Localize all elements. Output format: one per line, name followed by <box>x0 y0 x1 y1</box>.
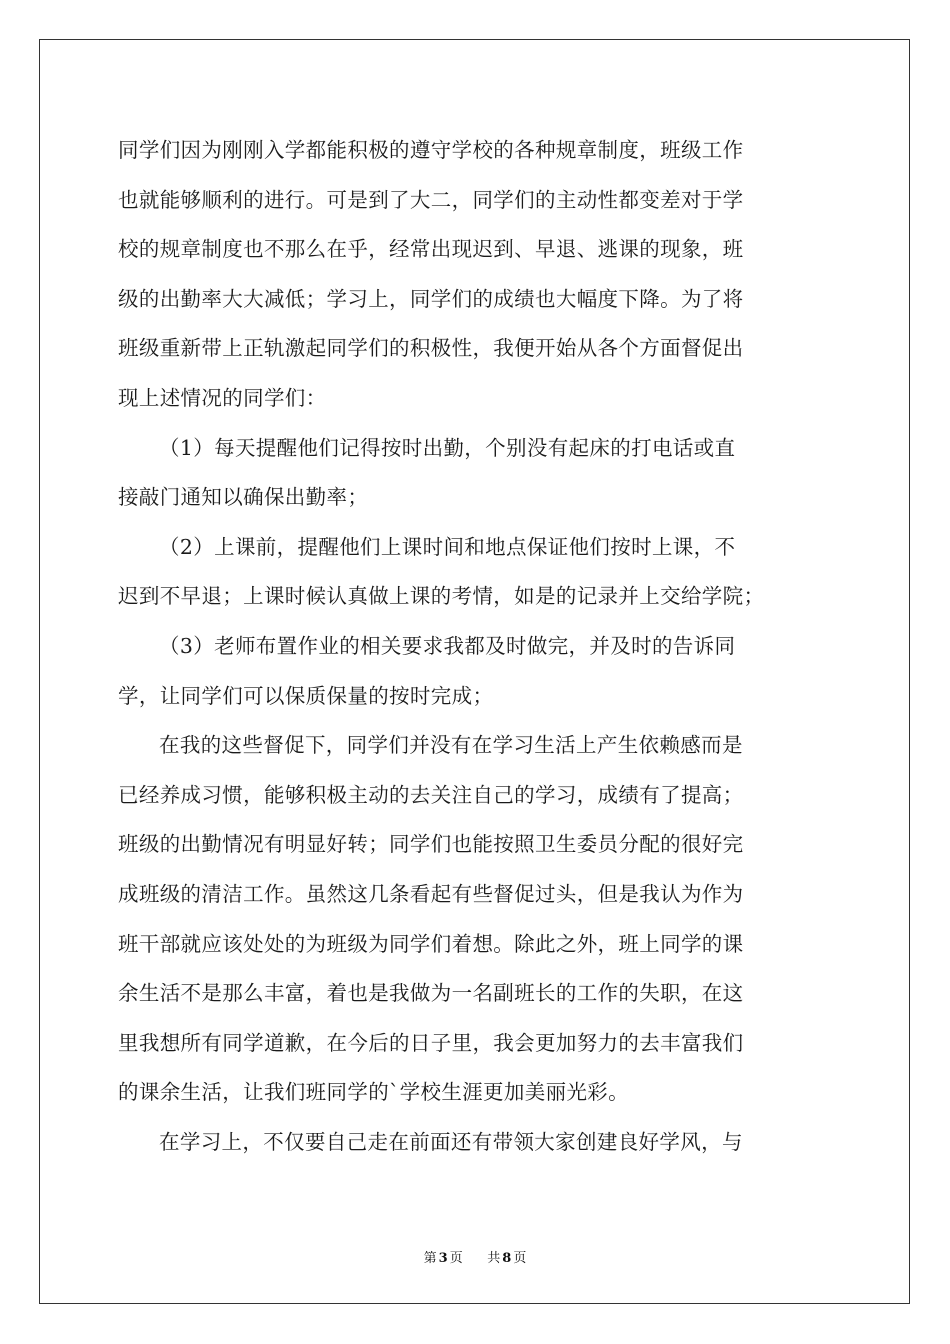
paragraph-start-line: 在学习上，不仅要自己走在前面还有带领大家创建良好学风，与 <box>159 1129 743 1154</box>
total-prefix: 共 <box>487 1251 501 1266</box>
text-line: 级的出勤率大大减低；学习上，同学们的成绩也大幅度下降。为了将 <box>118 286 744 311</box>
text-line: 的课余生活，让我们班同学的`学校生涯更加美丽光彩。 <box>118 1080 629 1105</box>
text-line: 学，让同学们可以保质保量的按时完成； <box>118 683 494 708</box>
page-total <box>485 1251 528 1266</box>
text-line: 班级的出勤情况有明显好转；同学们也能按照卫生委员分配的很好完 <box>118 832 744 857</box>
total-pages: 8 <box>502 1251 512 1266</box>
list-item-2-line: （2）上课前，提醒他们上课时间和地点保证他们按时上课，不 <box>159 534 736 559</box>
page-suffix: 页 <box>449 1251 463 1266</box>
text-line: 同学们因为刚刚入学都能积极的遵守学校的各种规章制度，班级工作 <box>118 138 744 162</box>
text-line: 已经养成习惯，能够积极主动的去关注自己的学习，成绩有了提高； <box>118 782 744 807</box>
list-item-1-line: （1）每天提醒他们记得按时出勤，个别没有起床的打电话或直 <box>159 435 736 460</box>
text-line: 成班级的清洁工作。虽然这几条看起有些督促过头，但是我认为作为 <box>118 881 744 906</box>
document-body <box>118 126 838 1167</box>
page-footer <box>0 1250 950 1268</box>
page-prefix: 第 <box>423 1251 437 1266</box>
list-item-3-line: （3）老师布置作业的相关要求我都及时做完，并及时的告诉同 <box>159 633 736 658</box>
text-line: 迟到不早退；上课时候认真做上课的考情，如是的记录并上交给学院； <box>118 584 765 609</box>
text-line: 也就能够顺利的进行。可是到了大二，同学们的主动性都变差对于学 <box>118 187 744 212</box>
text-line: 现上述情况的同学们： <box>118 385 327 410</box>
page-number <box>422 1251 465 1266</box>
total-suffix: 页 <box>513 1251 527 1266</box>
text-line: 余生活不是那么丰富，着也是我做为一名副班长的工作的失职，在这 <box>118 981 744 1006</box>
text-line: 班级重新带上正轨激起同学们的积极性，我便开始从各个方面督促出 <box>118 336 744 361</box>
current-page: 3 <box>438 1251 448 1266</box>
paragraph-start-line: 在我的这些督促下，同学们并没有在学习生活上产生依赖感而是 <box>159 733 743 758</box>
text-line: 接敲门通知以确保出勤率； <box>118 485 369 510</box>
text-line: 班干部就应该处处的为班级为同学们着想。除此之外，班上同学的课 <box>118 931 744 956</box>
text-line: 校的规章制度也不那么在乎，经常出现迟到、早退、逃课的现象，班 <box>118 237 744 262</box>
text-line: 里我想所有同学道歉，在今后的日子里，我会更加努力的去丰富我们 <box>118 1030 744 1055</box>
